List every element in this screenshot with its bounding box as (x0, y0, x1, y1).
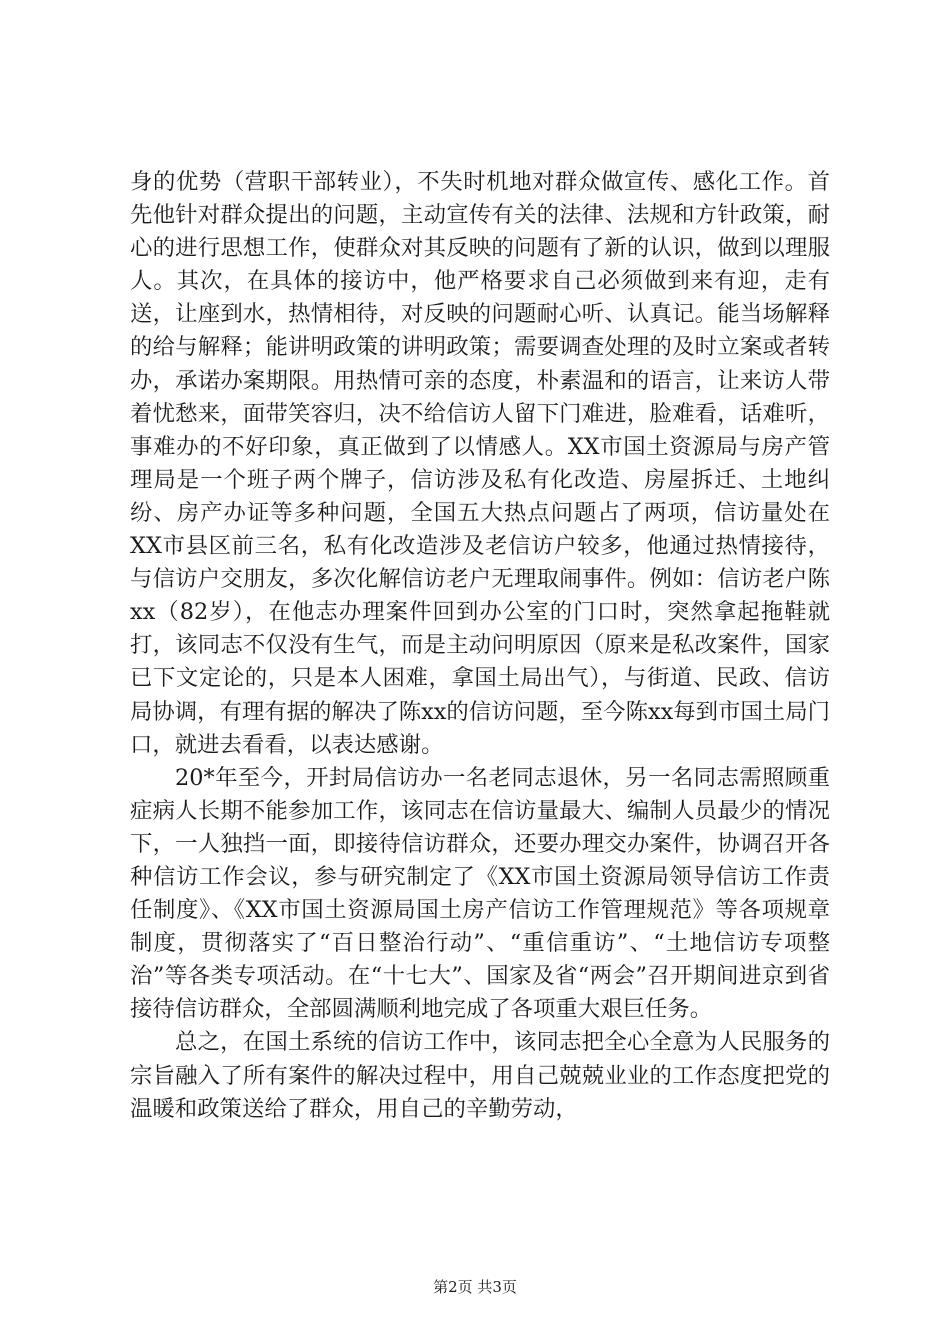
paragraph-continuation: 身的优势（营职干部转业），不失时机地对群众做宣传、感化工作。首先他针对群众提出的问题，主动宣传有关的法律、法规和方针政策，耐心的进行思想工作，使群众对其反映的问题有了新的认识，做到以理服人。其次，在具体的接访中，他严格要求自己必须做到来有迎，走有送，让座到水，热情相待，对反映的问题耐心听、认真记。能当场解释的给与解释；能讲明政策的讲明政策；需要调查处理的及时立案或者转办，承诺办案期限。用热情可亲的态度，朴素温和的语言，让来访人带着忧愁来，面带笑容归，决不给信访人留下门难进，脸难看，话难听，事难办的不好印象，真正做到了以情感人。XX市国土资源局与房产管理局是一个班子两个牌子，信访涉及私有化改造、房屋拆迁、土地纠纷、房产办证等多种问题，全国五大热点问题占了两项，信访量处在XX市县区前三名，私有化改造涉及老信访户较多，他通过热情接待，与信访户交朋友，多次化解信访老户无理取闹事件。例如：信访老户陈xx（82岁），在他志办理案件回到办公室的门口时，突然拿起拖鞋就打，该同志不仅没有生气，而是主动问明原因（原来是私改案件，国家已下文定论的，只是本人困难，拿国土局出气），与街道、民政、信访局协调，有理有据的解决了陈xx的信访问题，至今陈xx每到市国土局门口，就进去看看，以表达感谢。 (130, 169, 830, 758)
paragraph-since-20xx: 20*年至今，开封局信访办一名老同志退休，另一名同志需照顾重症病人长期不能参加工作，该同志在信访量最大、编制人员最少的情况下，一人独挡一面，即接待信访群众，还要办理交办案件，协调召开各种信访工作会议，参与研究制定了《XX市国土资源局领导信访工作责任制度》、《XX市国土资源局国土房产信访工作管理规范》等各项规章制度，贯彻落实了“百日整治行动”、“重信重访”、“土地信访专项整治”等各类专项活动。在“十七大”、国家及省“两会”召开期间进京到省接待信访群众，全部圆满顺利地完成了各项重大艰巨任务。 (130, 764, 830, 1023)
paragraph-summary: 总之，在国土系统的信访工作中，该同志把全心全意为人民服务的宗旨融入了所有案件的解决过程中，用自己兢兢业业的工作态度把党的温暖和政策送给了群众，用自己的辛勤劳动， (130, 1029, 830, 1122)
document-body (130, 166, 830, 1126)
page-number-footer: 第2页 共3页 (433, 1278, 517, 1296)
